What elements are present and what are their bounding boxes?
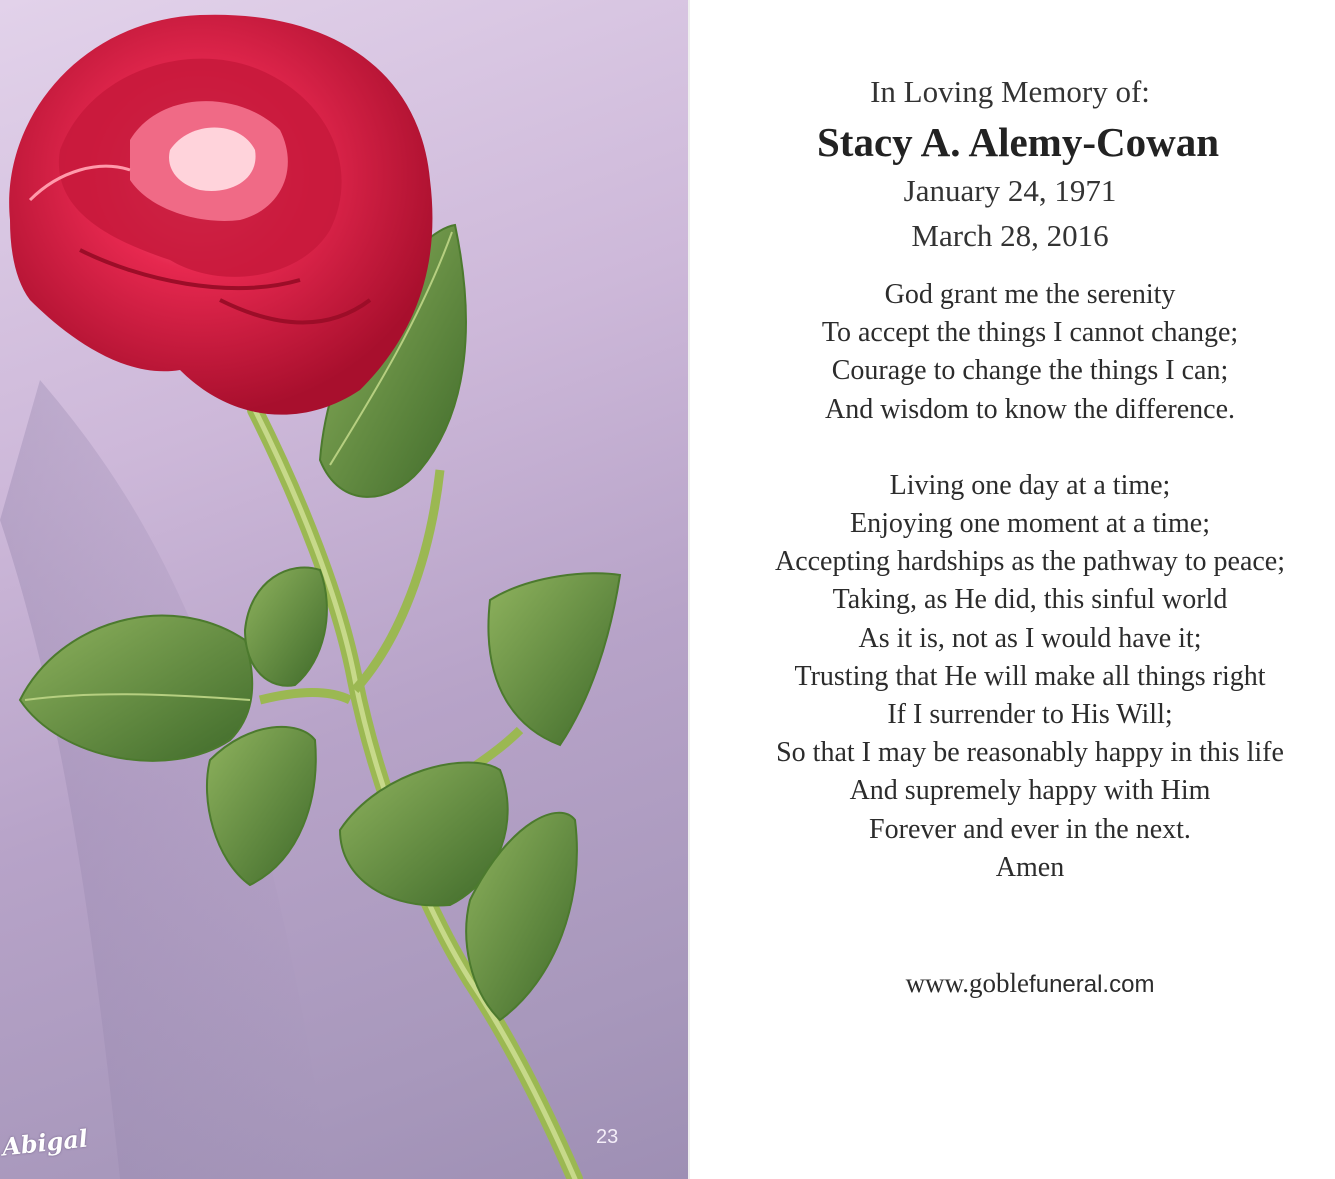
prayer-stanza-2 — [730, 467, 1330, 887]
artist-signature: Abigal — [0, 1123, 90, 1162]
rose-bloom — [9, 15, 432, 415]
funeral-home-website[interactable] — [730, 968, 1330, 999]
prayer-line: And supremely happy with Him — [849, 775, 1211, 807]
prayer-line: So that I may be reasonably happy in this life — [776, 737, 1284, 769]
prayer-line: Enjoying one moment at a time; — [849, 508, 1211, 540]
serenity-prayer — [730, 276, 1330, 887]
prayer-line: Courage to change the things I can; — [831, 355, 1229, 387]
memorial-header: In Loving Memory of: — [870, 74, 1150, 109]
leaf-right — [488, 573, 620, 745]
prayer-line: Forever and ever in the next. — [869, 813, 1191, 845]
prayer-line: Amen — [995, 851, 1065, 883]
prayer-line: Accepting hardships as the pathway to peace; — [774, 546, 1286, 578]
memorial-text-panel — [690, 0, 1335, 1179]
prayer-line: Living one day at a time; — [889, 469, 1171, 501]
prayer-line: God grant me the serenity — [884, 279, 1176, 310]
plate-number: 23 — [596, 1126, 619, 1148]
deceased-name: Stacy A. Alemy-Cowan — [816, 119, 1219, 165]
leaf-left-small — [245, 568, 327, 686]
death-date: March 28, 2016 — [911, 218, 1109, 253]
prayer-line: Trusting that He will make all things right — [794, 660, 1266, 692]
website-prefix: www.goble — [905, 968, 1030, 998]
prayer-stanza-1 — [730, 276, 1330, 429]
prayer-line: If I surrender to His Will; — [887, 699, 1173, 731]
prayer-line: Taking, as He did, this sinful world — [832, 584, 1228, 616]
prayer-line: As it is, not as I would have it; — [858, 622, 1202, 654]
website-suffix: funeral.com — [1029, 971, 1155, 998]
prayer-line: And wisdom to know the difference. — [824, 393, 1236, 425]
prayer-line: To accept the things I cannot change; — [821, 317, 1239, 349]
birth-date: January 24, 1971 — [903, 173, 1117, 208]
